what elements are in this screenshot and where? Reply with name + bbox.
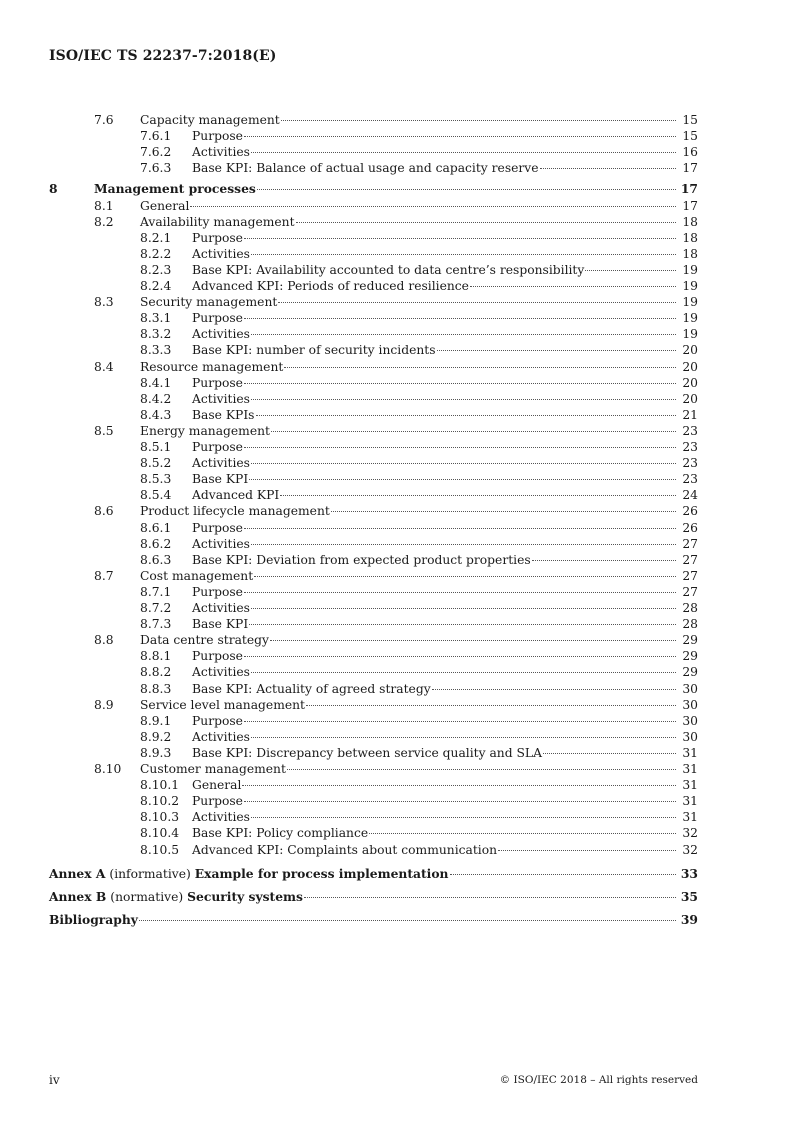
annex-label: Annex A bbox=[49, 865, 106, 881]
dot-leader bbox=[437, 350, 676, 351]
toc-entry-number: 7.6.3 bbox=[140, 161, 172, 176]
toc-entry-page: 28 bbox=[682, 601, 698, 615]
annex-title: Example for process implementation bbox=[194, 865, 449, 881]
toc-entry-number: 8.10.4 bbox=[140, 826, 180, 841]
toc-entry-number: 8.10.3 bbox=[140, 810, 180, 825]
toc-entry[interactable] bbox=[0, 230, 793, 246]
toc-entry-page: 19 bbox=[682, 327, 698, 342]
toc-entry-number: 8.3 bbox=[94, 295, 114, 310]
dot-leader bbox=[251, 608, 676, 609]
toc-entry-number: 7.6.2 bbox=[140, 145, 172, 160]
toc-entry[interactable] bbox=[0, 198, 793, 214]
toc-entry-page: 20 bbox=[682, 375, 698, 390]
toc-entry[interactable] bbox=[0, 471, 793, 487]
dot-leader bbox=[244, 592, 676, 593]
dot-leader bbox=[450, 874, 676, 875]
dot-leader bbox=[257, 189, 676, 190]
toc-entry[interactable] bbox=[0, 632, 793, 648]
toc-entry-number: 8.9.2 bbox=[140, 729, 172, 744]
toc-entry-page: 28 bbox=[682, 617, 698, 632]
dot-leader bbox=[251, 737, 676, 738]
toc-entry-page: 31 bbox=[682, 745, 698, 760]
toc-entry-title: Product lifecycle management bbox=[140, 504, 330, 519]
toc-entry-page: 20 bbox=[682, 359, 698, 374]
dot-leader bbox=[304, 897, 676, 898]
toc-entry-page: 23 bbox=[682, 423, 698, 438]
toc-entry-number: 8.8 bbox=[94, 633, 114, 648]
toc-entry-title: Base KPI: Availability accounted to data centre’s responsibility bbox=[192, 262, 585, 277]
dot-leader bbox=[190, 206, 676, 207]
toc-entry-title: Resource management bbox=[140, 359, 284, 374]
toc-entry-number: 7.6 bbox=[94, 113, 114, 127]
toc-entry-number: 8.8.3 bbox=[140, 681, 172, 696]
toc-entry-number: 8.2.1 bbox=[140, 230, 172, 245]
toc-entry[interactable] bbox=[0, 664, 793, 680]
toc-entry-number: 8.9.1 bbox=[140, 713, 172, 728]
dot-leader bbox=[280, 495, 676, 496]
toc-entry-number: 8.6.2 bbox=[140, 536, 172, 551]
toc-entry-title: Base KPIs bbox=[192, 407, 255, 422]
dot-leader bbox=[254, 576, 676, 577]
dot-leader bbox=[244, 136, 676, 137]
toc-entry[interactable] bbox=[0, 423, 793, 439]
copyright-notice: © ISO/IEC 2018 – All rights reserved bbox=[499, 1074, 698, 1086]
toc-entry-page: 19 bbox=[682, 262, 698, 277]
dot-leader bbox=[249, 624, 676, 625]
dot-leader bbox=[244, 528, 676, 529]
toc-entry-number: 8.3.1 bbox=[140, 311, 172, 326]
toc-entry-title: Data centre strategy bbox=[140, 633, 269, 648]
dot-leader bbox=[278, 302, 676, 303]
toc-entry-title: Activities bbox=[192, 601, 250, 615]
dot-leader bbox=[251, 152, 676, 153]
toc-entry[interactable] bbox=[0, 391, 793, 407]
toc-entry-page: 31 bbox=[682, 778, 698, 793]
toc-entry-title: Advanced KPI: Periods of reduced resilience bbox=[192, 279, 469, 293]
dot-leader bbox=[249, 479, 676, 480]
toc-entry-title: Energy management bbox=[140, 423, 270, 438]
toc-entry-page: 18 bbox=[682, 246, 698, 261]
toc-entry-page: 16 bbox=[682, 145, 698, 160]
toc-entry-page: 27 bbox=[682, 552, 698, 567]
toc-entry-title: Purpose bbox=[192, 649, 243, 664]
toc-entry-page: 29 bbox=[682, 633, 698, 648]
toc-entry-number: 8.2.4 bbox=[140, 279, 172, 293]
toc-entry[interactable] bbox=[0, 439, 793, 455]
toc-entry-number: 8.5.1 bbox=[140, 440, 172, 454]
dot-leader bbox=[540, 168, 676, 169]
dot-leader bbox=[251, 544, 676, 545]
toc-entry[interactable] bbox=[0, 681, 793, 697]
toc-entry[interactable] bbox=[0, 128, 793, 144]
toc-entry-title: Activities bbox=[192, 456, 250, 471]
toc-entry-title: Purpose bbox=[192, 230, 243, 245]
toc-entry-title: Activities bbox=[192, 246, 250, 261]
toc-entry-number: 8.7 bbox=[94, 568, 114, 583]
toc-entry-page: 23 bbox=[682, 440, 698, 454]
toc-entry[interactable] bbox=[0, 503, 793, 519]
dot-leader bbox=[244, 447, 676, 448]
dot-leader bbox=[244, 238, 676, 239]
toc-entry-page: 32 bbox=[682, 842, 698, 857]
toc-entry-title: Purpose bbox=[192, 311, 243, 326]
dot-leader bbox=[244, 801, 676, 802]
toc-entry[interactable] bbox=[0, 697, 793, 713]
toc-entry[interactable] bbox=[0, 375, 793, 391]
toc-entry-number: 8.7.1 bbox=[140, 584, 172, 599]
dot-leader bbox=[251, 817, 676, 818]
dot-leader bbox=[331, 511, 676, 512]
toc-entry-page: 18 bbox=[682, 214, 698, 229]
toc-entry-number: 8.5.2 bbox=[140, 456, 172, 471]
toc-entry[interactable] bbox=[0, 568, 793, 584]
toc-entry-number: 8.7.3 bbox=[140, 617, 172, 632]
toc-entry-number: 8.3.3 bbox=[140, 343, 172, 358]
toc-entry[interactable] bbox=[0, 745, 793, 761]
toc-entry-title: Customer management bbox=[140, 762, 286, 776]
toc-entry-title: Base KPI bbox=[192, 617, 249, 632]
toc-entry-page: 27 bbox=[682, 536, 698, 551]
toc-entry[interactable] bbox=[0, 455, 793, 471]
dot-leader bbox=[251, 334, 676, 335]
toc-annex-entry[interactable] bbox=[0, 866, 793, 882]
annex-page: 33 bbox=[680, 865, 698, 881]
dot-leader bbox=[543, 753, 676, 754]
dot-leader bbox=[287, 769, 676, 770]
toc-entry-page: 17 bbox=[680, 181, 698, 197]
annex-page: 35 bbox=[680, 888, 698, 904]
dot-leader bbox=[281, 120, 676, 121]
annex-title: Security systems bbox=[187, 888, 303, 904]
toc-entry[interactable] bbox=[0, 793, 793, 809]
toc-entry[interactable] bbox=[0, 520, 793, 536]
toc-entry-page: 29 bbox=[682, 649, 698, 664]
dot-leader bbox=[244, 656, 676, 657]
toc-entry-page: 19 bbox=[682, 295, 698, 310]
toc-entry-title: Management processes bbox=[94, 181, 256, 197]
toc-entry-page: 31 bbox=[682, 762, 698, 776]
toc-entry-number: 8.4.3 bbox=[140, 407, 172, 422]
toc-entry-number: 8 bbox=[49, 181, 58, 197]
toc-entry[interactable] bbox=[0, 144, 793, 160]
toc-entry[interactable] bbox=[0, 842, 793, 858]
toc-entry-page: 21 bbox=[682, 407, 698, 422]
toc-entry-number: 8.5.4 bbox=[140, 488, 172, 503]
toc-entry-number: 8.10 bbox=[94, 762, 122, 776]
toc-annex-entry[interactable] bbox=[0, 912, 793, 928]
toc-entry-number: 8.9 bbox=[94, 697, 114, 712]
toc-entry-title: Activities bbox=[192, 391, 250, 406]
toc-entry-title: Cost management bbox=[140, 568, 254, 583]
toc-entry-number: 8.4 bbox=[94, 359, 114, 374]
toc-entry-title: Base KPI: number of security incidents bbox=[192, 343, 436, 358]
toc-entry[interactable] bbox=[0, 713, 793, 729]
toc-entry-number: 8.8.1 bbox=[140, 649, 172, 664]
toc-entry[interactable] bbox=[0, 616, 793, 632]
toc-entry-number: 8.2.2 bbox=[140, 246, 172, 261]
annex-page: 39 bbox=[680, 911, 698, 927]
toc-entry[interactable] bbox=[0, 359, 793, 375]
toc-entry-page: 26 bbox=[682, 504, 698, 519]
toc-entry-page: 30 bbox=[682, 697, 698, 712]
toc-entry-page: 30 bbox=[682, 713, 698, 728]
toc-entry-title: Service level management bbox=[140, 697, 305, 712]
dot-leader bbox=[244, 721, 676, 722]
toc-entry-title: Base KPI bbox=[192, 472, 249, 487]
toc-entry[interactable] bbox=[0, 294, 793, 310]
toc-entry-number: 8.10.1 bbox=[140, 778, 180, 793]
toc-entry-page: 30 bbox=[682, 681, 698, 696]
dot-leader bbox=[251, 399, 676, 400]
toc-entry-number: 8.9.3 bbox=[140, 745, 172, 760]
toc-entry-title: Purpose bbox=[192, 794, 243, 809]
toc-entry[interactable] bbox=[0, 648, 793, 664]
toc-entry[interactable] bbox=[0, 181, 793, 197]
dot-leader bbox=[244, 318, 676, 319]
annex-kind: (informative) bbox=[109, 866, 191, 881]
toc-entry-title: Activities bbox=[192, 536, 250, 551]
toc-entry-title: Capacity management bbox=[140, 113, 280, 127]
toc-entry-number: 8.2.3 bbox=[140, 262, 172, 277]
toc-entry[interactable] bbox=[0, 809, 793, 825]
dot-leader bbox=[271, 431, 676, 432]
toc-entry[interactable] bbox=[0, 407, 793, 423]
toc-entry[interactable] bbox=[0, 487, 793, 503]
page-number: iv bbox=[49, 1073, 60, 1087]
toc-entry-page: 19 bbox=[682, 279, 698, 293]
toc-entry-number: 8.4.1 bbox=[140, 375, 172, 390]
toc-entry[interactable] bbox=[0, 825, 793, 841]
toc-entry-page: 27 bbox=[682, 584, 698, 599]
annex-label: Annex B bbox=[49, 888, 107, 904]
toc-entry[interactable] bbox=[0, 278, 793, 294]
dot-leader bbox=[369, 833, 676, 834]
toc-entry[interactable] bbox=[0, 342, 793, 358]
dot-leader bbox=[256, 415, 677, 416]
dot-leader bbox=[251, 254, 676, 255]
toc-entry-title: Purpose bbox=[192, 440, 243, 454]
toc-entry-page: 15 bbox=[682, 129, 698, 144]
toc-entry-title: Security management bbox=[140, 295, 278, 310]
dot-leader bbox=[251, 672, 676, 673]
dot-leader bbox=[139, 920, 676, 921]
dot-leader bbox=[532, 560, 676, 561]
toc-entry[interactable] bbox=[0, 600, 793, 616]
toc-entry-page: 23 bbox=[682, 472, 698, 487]
toc-entry-title: Purpose bbox=[192, 713, 243, 728]
toc-entry-page: 17 bbox=[682, 161, 698, 176]
toc-entry-title: Base KPI: Balance of actual usage and capacity reserve bbox=[192, 161, 539, 176]
toc-entry-page: 27 bbox=[682, 568, 698, 583]
toc-entry[interactable] bbox=[0, 761, 793, 777]
toc-entry-page: 23 bbox=[682, 456, 698, 471]
toc-entry-title: Activities bbox=[192, 810, 250, 825]
toc-entry-page: 26 bbox=[682, 520, 698, 535]
toc-entry-title: Purpose bbox=[192, 520, 243, 535]
toc-entry[interactable] bbox=[0, 112, 793, 128]
toc-entry[interactable] bbox=[0, 262, 793, 278]
dot-leader bbox=[585, 270, 676, 271]
annex-kind: (normative) bbox=[110, 889, 184, 904]
toc-entry-number: 8.3.2 bbox=[140, 327, 172, 342]
dot-leader bbox=[242, 785, 676, 786]
toc-entry-title: Purpose bbox=[192, 129, 243, 144]
toc-entry-page: 20 bbox=[682, 391, 698, 406]
toc-entry-page: 24 bbox=[682, 488, 698, 503]
dot-leader bbox=[270, 640, 676, 641]
toc-entry-number: 8.10.2 bbox=[140, 794, 180, 809]
toc-entry-page: 31 bbox=[682, 810, 698, 825]
toc-entry-title: General bbox=[140, 198, 190, 213]
toc-entry-title: Purpose bbox=[192, 375, 243, 390]
toc-entry-title: Activities bbox=[192, 665, 250, 680]
toc-entry-title: Base KPI: Deviation from expected product properties bbox=[192, 552, 531, 567]
dot-leader bbox=[296, 222, 676, 223]
toc-entry-number: 8.6.1 bbox=[140, 520, 172, 535]
toc-entry[interactable] bbox=[0, 777, 793, 793]
dot-leader bbox=[244, 383, 676, 384]
dot-leader bbox=[306, 705, 676, 706]
toc-entry[interactable] bbox=[0, 326, 793, 342]
toc-entry-number: 8.5 bbox=[94, 423, 114, 438]
toc-entry[interactable] bbox=[0, 729, 793, 745]
toc-entry[interactable] bbox=[0, 536, 793, 552]
toc-entry-page: 29 bbox=[682, 665, 698, 680]
toc-entry-number: 7.6.1 bbox=[140, 129, 172, 144]
toc-annex-entry[interactable] bbox=[0, 889, 793, 905]
toc-entry-title: Base KPI: Actuality of agreed strategy bbox=[192, 681, 431, 696]
toc-entry-title: Base KPI: Policy compliance bbox=[192, 826, 369, 841]
toc-entry-title: Advanced KPI bbox=[192, 488, 280, 503]
toc-entry[interactable] bbox=[0, 310, 793, 326]
toc-entry-title: Purpose bbox=[192, 584, 243, 599]
toc-entry-number: 8.7.2 bbox=[140, 601, 172, 615]
toc-entry-title: General bbox=[192, 778, 242, 793]
toc-entry-page: 31 bbox=[682, 794, 698, 809]
toc-entry-number: 8.6.3 bbox=[140, 552, 172, 567]
toc-entry-page: 20 bbox=[682, 343, 698, 358]
toc-entry[interactable] bbox=[0, 584, 793, 600]
toc-entry-number: 8.6 bbox=[94, 504, 114, 519]
annex-label: Bibliography bbox=[49, 911, 138, 927]
toc-entry-page: 30 bbox=[682, 729, 698, 744]
dot-leader bbox=[470, 286, 676, 287]
toc-entry[interactable] bbox=[0, 160, 793, 176]
toc-entry-number: 8.2 bbox=[94, 214, 114, 229]
toc-entry-title: Base KPI: Discrepancy between service quality and SLA bbox=[192, 745, 542, 760]
toc-entry-page: 15 bbox=[682, 113, 698, 127]
toc-entry-page: 32 bbox=[682, 826, 698, 841]
document-header: ISO/IEC TS 22237-7:2018(E) bbox=[49, 48, 277, 64]
toc-entry-page: 19 bbox=[682, 311, 698, 326]
toc-entry-title: Activities bbox=[192, 145, 250, 160]
toc-entry-title: Advanced KPI: Complaints about communication bbox=[192, 842, 498, 857]
toc-entry-number: 8.10.5 bbox=[140, 842, 180, 857]
dot-leader bbox=[284, 367, 676, 368]
toc-entry-title: Activities bbox=[192, 729, 250, 744]
toc-entry-title: Activities bbox=[192, 327, 250, 342]
dot-leader bbox=[432, 689, 676, 690]
toc-entry-page: 17 bbox=[682, 198, 698, 213]
toc-entry-number: 8.1 bbox=[94, 198, 114, 213]
toc-entry-title: Availability management bbox=[140, 214, 295, 229]
dot-leader bbox=[251, 463, 676, 464]
toc-entry-number: 8.4.2 bbox=[140, 391, 172, 406]
dot-leader bbox=[498, 850, 676, 851]
toc-entry[interactable] bbox=[0, 552, 793, 568]
toc-entry-number: 8.5.3 bbox=[140, 472, 172, 487]
toc-entry[interactable] bbox=[0, 246, 793, 262]
toc-entry[interactable] bbox=[0, 214, 793, 230]
toc-entry-page: 18 bbox=[682, 230, 698, 245]
toc-entry-number: 8.8.2 bbox=[140, 665, 172, 680]
